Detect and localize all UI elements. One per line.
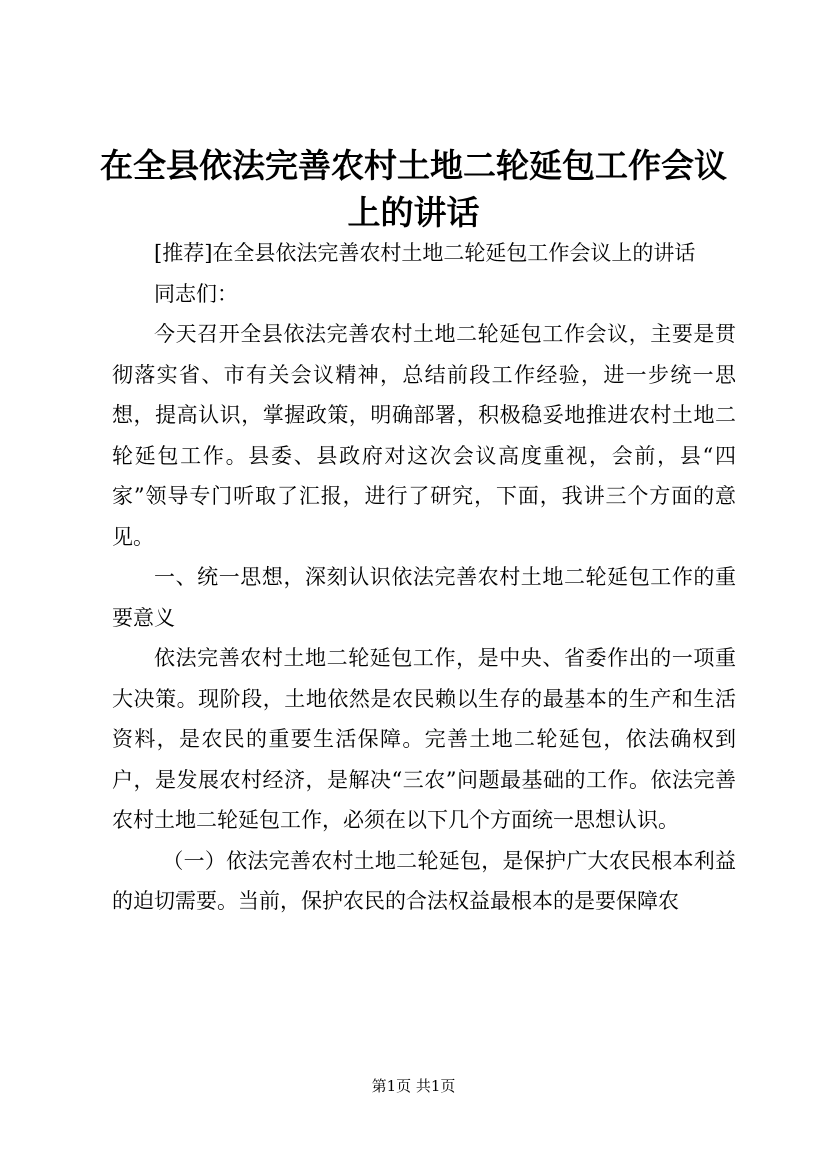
recommend-heading: [推荐]在全县依法完善农村土地二轮延包工作会议上的讲话 [154,241,696,265]
salutation: 同志们： [154,281,238,306]
page-footer: 第1页 共1页 [371,1077,456,1095]
intro-paragraph: 今天召开全县依法完善农村土地二轮延包工作会议，主要是贯彻落实省、市有关会议精神，总结前段工作经验，进一步统一思想，提高认识，掌握政策，明确部署，积极稳妥地推进农村土地二轮延包工作。县委、县政府对这次会议高度重视，会前，县“四家”领导专门听取了汇报，进行了研究，下面，我讲三个方面的意见。 [112,322,736,549]
subsection-1-paragraph: （一）依法完善农村土地二轮延包，是保护广大农民根本利益的迫切需要。当前，保护农民的合法权益最根本的是要保障农 [112,848,736,913]
section-heading-1: 一、统一思想，深刻认识依法完善农村土地二轮延包工作的重要意义 [112,565,736,630]
section-1-paragraph: 依法完善农村土地二轮延包工作，是中央、省委作出的一项重大决策。现阶段，土地依然是农民赖以生存的最基本的生产和生活资料，是农民的重要生活保障。完善土地二轮延包，依法确权到户，是发展农村经济，是解决“三农”问题最基础的工作。依法完善农村土地二轮延包工作，必须在以下几个方面统一思想认识。 [112,646,736,832]
document-title: 在全县依法完善农村土地二轮延包工作会议上的讲话 [100,146,727,232]
document-body [112,233,736,922]
